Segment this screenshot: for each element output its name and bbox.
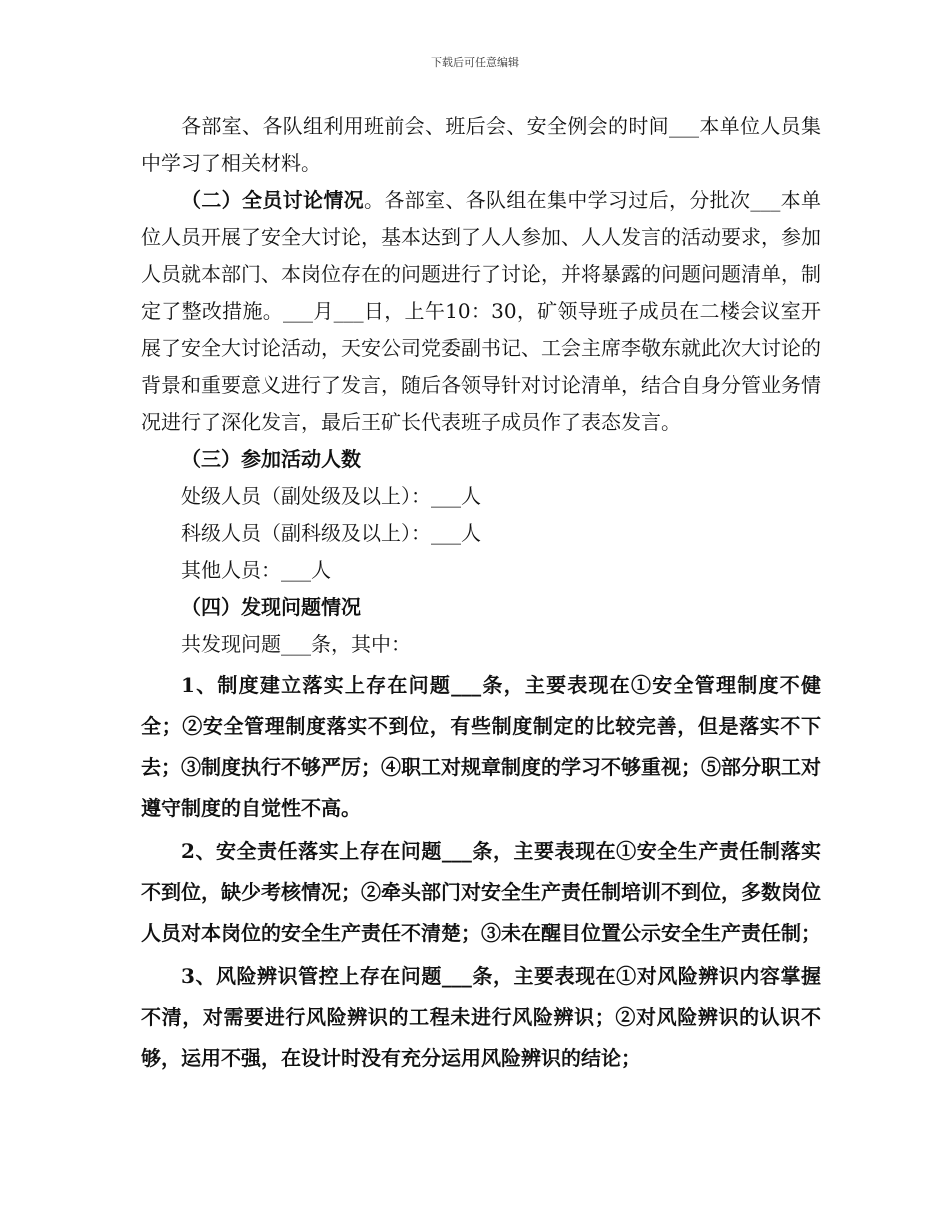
section-participants-heading: （三）参加活动人数 [181, 447, 361, 471]
document-body [141, 108, 821, 1079]
paragraph-study: 各部室、各队组利用班前会、班后会、安全例会的时间___本单位人员集中学习了相关材料。 [141, 114, 821, 175]
discussion-text: 。各部室、各队组在集中学习过后，分批次___本单位人员开展了安全大讨论，基本达到了人人参加、人人发言的活动要求，参加人员就本部门、本岗位存在的问题进行了讨论，并将暴露的问题问题清单，制定了整改措施。___月___日，上午10：30，矿领导班子成员在二楼会议室开展了安全大讨论活动，天安公司党委副书记、工会主席李敬东就此次大讨论的背景和重要意义进行了发言，随后各领导针对讨论清单，结合自身分管业务情况进行了深化发言，最后王矿长代表班子成员作了表态发言。 [141, 188, 821, 434]
paragraph-discussion [141, 182, 821, 441]
problem-item-1: 1、制度建立落实上存在问题___条，主要表现在①安全管理制度不健全；②安全管理制度落实不到位，有些制度制定的比较完善，但是落实不下去；③制度执行不够严厉；④职工对规章制度的学习不够重视；⑤部分职工对遵守制度的自觉性不高。 [141, 673, 821, 820]
participants-section-level: 科级人员（副科级及以上）：___人 [181, 521, 481, 545]
page-header: 下载后可任意编辑 [431, 56, 519, 69]
discussion-heading: （二）全员讨论情况 [181, 188, 364, 212]
participants-division-level: 处级人员（副处级及以上）：___人 [181, 484, 481, 508]
problem-item-2: 2、安全责任落实上存在问题___条，主要表现在①安全生产责任制落实不到位，缺少考核情况；②牵头部门对安全生产责任制培训不到位，多数岗位人员对本岗位的安全生产责任不清楚；③未在醒目位置公示安全生产责任制； [141, 839, 821, 945]
section-problems-heading: （四）发现问题情况 [181, 595, 361, 619]
problem-list [141, 665, 821, 1079]
participants-others: 其他人员：___人 [181, 558, 331, 582]
problems-intro: 共发现问题___条，其中： [181, 632, 411, 656]
problem-item-3: 3、风险辨识管控上存在问题___条，主要表现在①对风险辨识内容掌握不清，对需要进行风险辨识的工程未进行风险辨识；②对风险辨识的认识不够，运用不强，在设计时没有充分运用风险辨识的结论； [141, 964, 821, 1070]
